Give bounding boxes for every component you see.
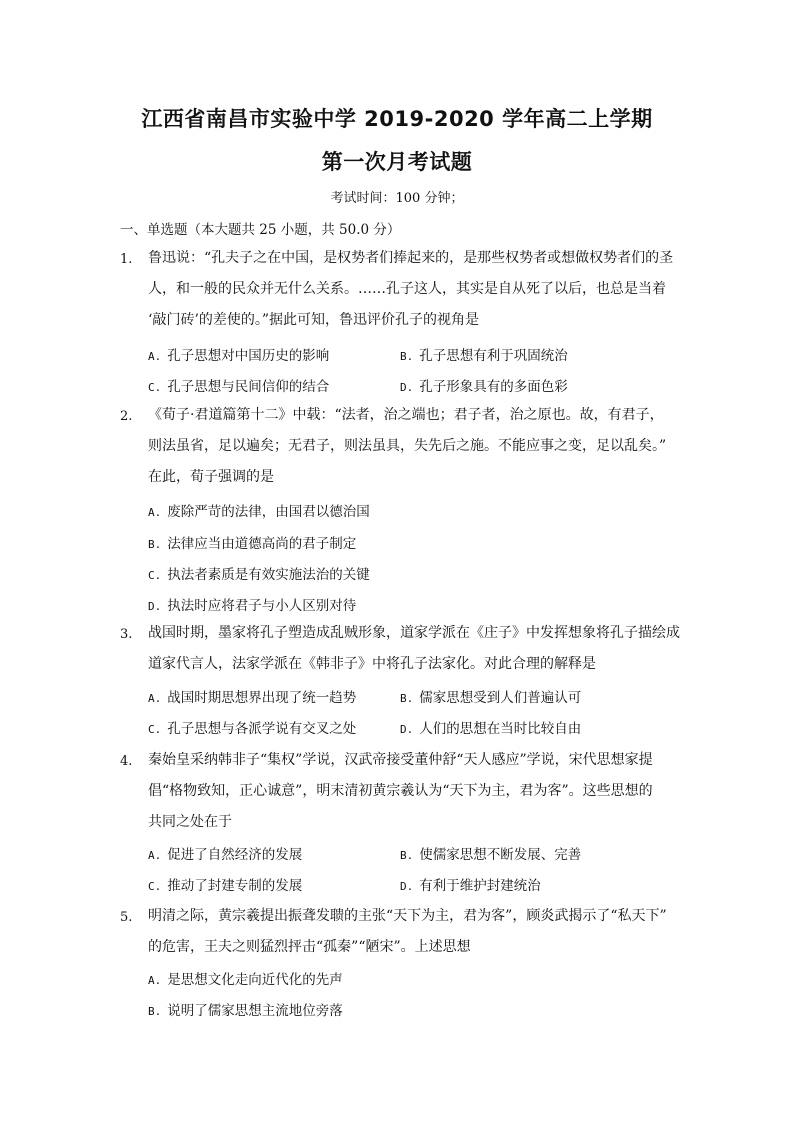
option-letter: B.: [400, 849, 414, 862]
question-number: 4.: [120, 754, 133, 769]
option-d: [400, 375, 568, 395]
option-b: [148, 999, 343, 1019]
question-stem: [148, 618, 682, 680]
option-text: 执法时应将君子与小人区别对待: [167, 598, 357, 614]
option-letter: A.: [148, 849, 162, 862]
option-letter: B.: [400, 692, 414, 705]
stem-line: 《荀子·君道篇第十二》中载：“法者，治之端也；君子者，治之原也。故，有君子，: [148, 407, 664, 423]
option-c: [148, 375, 329, 395]
option-text: 有利于维护封建统治: [419, 878, 541, 894]
option-letter: A.: [148, 506, 162, 519]
stem-line: 共同之处在于: [148, 814, 232, 830]
question-number: 2.: [120, 409, 133, 424]
option-text: 儒家思想受到人们普遍认可: [419, 690, 582, 706]
stem-line: 道家代言人，法家学派在《韩非子》中将孔子法家化。对此合理的解释是: [148, 656, 596, 672]
option-letter: C.: [148, 723, 162, 736]
question-stem: [148, 243, 682, 336]
option-b: [400, 686, 581, 706]
exam-time: 考试时间：100 分钟；: [330, 191, 464, 206]
option-letter: A.: [148, 692, 162, 705]
question-stem: [148, 745, 682, 838]
stem-line: 则法虽省，足以遍矣；无君子，则法虽具，失先后之施。不能应事之变，足以乱矣。”: [148, 438, 667, 454]
stem-line: 明清之际，黄宗羲提出振聋发聩的主张“天下为主，君为客”，顾炎武揭示了“私天下”: [148, 908, 667, 924]
option-text: 孔子思想与各派学说有交叉之处: [167, 721, 357, 737]
option-text: 战国时期思想界出现了统一趋势: [167, 690, 357, 706]
question-stem: [148, 400, 682, 493]
option-a: [148, 500, 370, 520]
option-a: [148, 686, 356, 706]
option-letter: A.: [148, 350, 162, 363]
option-c: [148, 717, 356, 737]
stem-line: 战国时期，墨家将孔子塑造成乱贼形象，道家学派在《庄子》中发挥想象将孔子描绘成: [148, 625, 680, 641]
exam-title-line1: 江西省南昌市实验中学 2019-2020 学年高二上学期: [141, 107, 653, 131]
stem-line: 人，和一般的民众并无什么关系。……孔子这人，其实是自从死了以后，也总是当着: [148, 281, 666, 297]
option-b: [400, 344, 568, 364]
option-text: 孔子思想对中国历史的影响: [167, 348, 330, 364]
option-c: [148, 563, 370, 583]
option-c: [148, 874, 302, 894]
option-letter: B.: [148, 538, 162, 551]
option-letter: D.: [400, 880, 414, 893]
option-text: 是思想文化走向近代化的先声: [167, 972, 343, 988]
option-d: [400, 874, 541, 894]
stem-line: 的危害，王夫之则猛烈抨击“孤秦”“陋宋”。上述思想: [148, 939, 471, 955]
question-stem: [148, 901, 682, 963]
option-b: [400, 843, 581, 863]
option-a: [148, 968, 343, 988]
section-heading: 一、单选题（本大题共 25 小题，共 50.0 分）: [120, 222, 401, 238]
question-number: 3.: [120, 627, 133, 642]
question-number: 1.: [120, 252, 133, 267]
option-d: [148, 594, 356, 614]
option-letter: C.: [148, 569, 162, 582]
exam-title-line2: 第一次月考试题: [321, 150, 473, 174]
question-number: 5.: [120, 910, 133, 925]
option-text: 法律应当由道德高尚的君子制定: [167, 536, 357, 552]
option-a: [148, 344, 329, 364]
option-letter: C.: [148, 880, 162, 893]
option-text: 孔子思想与民间信仰的结合: [167, 379, 330, 395]
option-text: 孔子形象具有的多面色彩: [419, 379, 568, 395]
option-text: 说明了儒家思想主流地位旁落: [167, 1003, 343, 1019]
option-letter: D.: [400, 381, 414, 394]
stem-line: ‘敲门砖’的差使的。”据此可知，鲁迅评价孔子的视角是: [148, 312, 480, 328]
option-letter: D.: [148, 600, 162, 613]
option-letter: B.: [400, 350, 414, 363]
option-text: 废除严苛的法律，由国君以德治国: [167, 504, 370, 520]
stem-line: 倡“格物致知，正心诚意”，明末清初黄宗羲认为“天下为主，君为客”。这些思想的: [148, 783, 653, 799]
option-b: [148, 532, 356, 552]
stem-line: 在此，荀子强调的是: [148, 469, 274, 485]
option-a: [148, 843, 302, 863]
option-text: 使儒家思想不断发展、完善: [419, 847, 582, 863]
option-text: 人们的思想在当时比较自由: [419, 721, 582, 737]
option-text: 孔子思想有利于巩固统治: [419, 348, 568, 364]
option-letter: A.: [148, 974, 162, 987]
option-letter: C.: [148, 381, 162, 394]
option-letter: B.: [148, 1005, 162, 1018]
option-letter: D.: [400, 723, 414, 736]
option-text: 推动了封建专制的发展: [167, 878, 303, 894]
stem-line: 秦始皇采纳韩非子“集权”学说，汉武帝接受董仲舒“天人感应”学说，宋代思想家提: [148, 752, 653, 768]
option-text: 执法者素质是有效实施法治的关键: [167, 567, 370, 583]
stem-line: 鲁迅说：“孔夫子之在中国，是权势者们捧起来的，是那些权势者或想做权势者们的圣: [148, 250, 674, 266]
option-d: [400, 717, 581, 737]
option-text: 促进了自然经济的发展: [167, 847, 303, 863]
